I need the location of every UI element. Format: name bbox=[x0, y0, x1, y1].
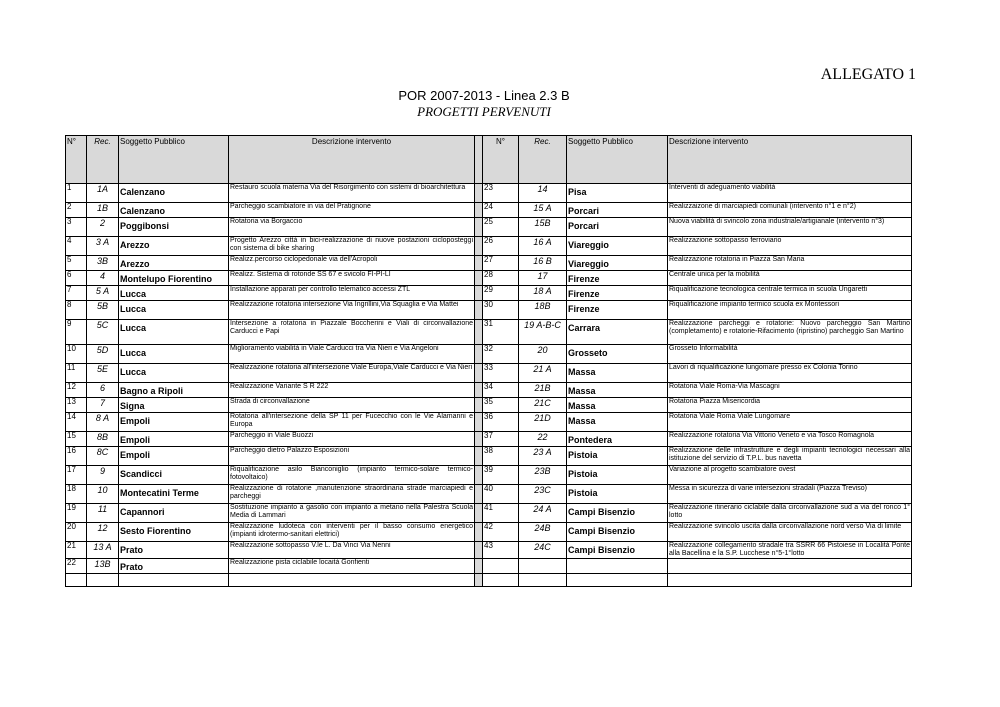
column-separator bbox=[475, 271, 483, 286]
soggetto-pubblico: Arezzo bbox=[119, 237, 229, 256]
descrizione-intervento: Realizzazione svincolo uscita dalla circonvallazione nord verso Via di limite bbox=[668, 523, 912, 542]
rec-code: 3 A bbox=[87, 237, 119, 256]
row-number: 33 bbox=[483, 364, 519, 383]
descrizione-intervento: Rotatoria via Borgaccio bbox=[229, 218, 475, 237]
rec-code: 1A bbox=[87, 184, 119, 203]
rec-code: 9 bbox=[87, 466, 119, 485]
rec-code: 5D bbox=[87, 345, 119, 364]
table-row bbox=[66, 383, 912, 398]
descrizione-intervento: Realizzazione sottopasso V.le L. Da Vinci Via Nenni bbox=[229, 542, 475, 559]
column-separator bbox=[475, 218, 483, 237]
soggetto-pubblico: Lucca bbox=[119, 301, 229, 320]
rec-code: 14 bbox=[519, 184, 567, 203]
header-row bbox=[66, 136, 912, 184]
rec-code: 5E bbox=[87, 364, 119, 383]
row-number: 19 bbox=[66, 504, 87, 523]
column-separator bbox=[475, 398, 483, 413]
descrizione-intervento: Nuova viabilità di svincolo zona industriale/artigianale (intervento n°3) bbox=[668, 218, 912, 237]
soggetto-pubblico: Lucca bbox=[119, 320, 229, 345]
table-row bbox=[66, 345, 912, 364]
rec-code bbox=[87, 574, 119, 587]
soggetto-pubblico: Bagno a Ripoli bbox=[119, 383, 229, 398]
soggetto-pubblico: Massa bbox=[567, 413, 668, 432]
descrizione-intervento: Rotatoria Viale Roma-Via Mascagni bbox=[668, 383, 912, 398]
rec-code: 12 bbox=[87, 523, 119, 542]
column-separator bbox=[475, 301, 483, 320]
col-soggetto-header-right: Soggetto Pubblico bbox=[567, 136, 668, 184]
soggetto-pubblico: Prato bbox=[119, 542, 229, 559]
column-separator bbox=[475, 383, 483, 398]
row-number: 24 bbox=[483, 203, 519, 218]
soggetto-pubblico: Firenze bbox=[567, 271, 668, 286]
column-separator bbox=[475, 413, 483, 432]
descrizione-intervento: Realizzazione pista ciclabile locaità Gonfienti bbox=[229, 559, 475, 574]
column-separator bbox=[475, 466, 483, 485]
table-row bbox=[66, 203, 912, 218]
soggetto-pubblico: Arezzo bbox=[119, 256, 229, 271]
descrizione-intervento: Realizzazione ludoteca con interventi per il basso consumo energetico (impianti idrotermo-sanitari elettrici) bbox=[229, 523, 475, 542]
soggetto-pubblico: Grosseto bbox=[567, 345, 668, 364]
descrizione-intervento: Interventi di adeguamento viabilità bbox=[668, 184, 912, 203]
row-number: 16 bbox=[66, 447, 87, 466]
rec-code: 20 bbox=[519, 345, 567, 364]
soggetto-pubblico: Prato bbox=[119, 559, 229, 574]
table-row bbox=[66, 218, 912, 237]
descrizione-intervento: Intersezione a rotatoria in Piazzale Boccherini e Viali di circonvallazione Carducci e Papi bbox=[229, 320, 475, 345]
column-separator bbox=[475, 136, 483, 184]
row-number: 2 bbox=[66, 203, 87, 218]
soggetto-pubblico: Calenzano bbox=[119, 203, 229, 218]
descrizione-intervento: Parcheggio dietro Palazzo Esposizioni bbox=[229, 447, 475, 466]
soggetto-pubblico: Empoli bbox=[119, 432, 229, 447]
col-n-header: N° bbox=[66, 136, 87, 184]
row-number: 4 bbox=[66, 237, 87, 256]
column-separator bbox=[475, 542, 483, 559]
soggetto-pubblico: Calenzano bbox=[119, 184, 229, 203]
descrizione-intervento: Realizz. Sistema di rotonde SS 67 e svicolo FI-PI-LI bbox=[229, 271, 475, 286]
table-row bbox=[66, 504, 912, 523]
rec-code: 19 A-B-C bbox=[519, 320, 567, 345]
rec-code: 21B bbox=[519, 383, 567, 398]
row-number: 36 bbox=[483, 413, 519, 432]
descrizione-intervento: Realizzazione Variante S R 222 bbox=[229, 383, 475, 398]
rec-code: 6 bbox=[87, 383, 119, 398]
rec-code: 18B bbox=[519, 301, 567, 320]
rec-code: 13 A bbox=[87, 542, 119, 559]
descrizione-intervento: Realizzazione parcheggi e rotatorie: Nuovo parcheggio San Martino (completamento) e rotatorie-Rifacimento (ripristino) parcheggio San Martino bbox=[668, 320, 912, 345]
soggetto-pubblico: Firenze bbox=[567, 286, 668, 301]
descrizione-intervento: Lavori di riqualificazione lungomare presso ex Colonia Torino bbox=[668, 364, 912, 383]
soggetto-pubblico: Empoli bbox=[119, 447, 229, 466]
soggetto-pubblico: Campi Bisenzio bbox=[567, 504, 668, 523]
rec-code: 24 A bbox=[519, 504, 567, 523]
table-row bbox=[66, 542, 912, 559]
rec-code: 23 A bbox=[519, 447, 567, 466]
table-row bbox=[66, 398, 912, 413]
row-number: 8 bbox=[66, 301, 87, 320]
column-separator bbox=[475, 256, 483, 271]
row-number: 37 bbox=[483, 432, 519, 447]
descrizione-intervento: Realizzazione collegamento stradale tra SSRR 66 Pistoiese in Località Ponte alla Bacellina e la S.P. Lucchese n°5-1°lotto bbox=[669, 542, 910, 557]
rec-code: 16 A bbox=[519, 237, 567, 256]
table-row bbox=[66, 286, 912, 301]
row-number: 9 bbox=[66, 320, 87, 345]
row-number: 21 bbox=[66, 542, 87, 559]
col-descrizione-header-right: Descrizione intervento bbox=[668, 136, 912, 184]
column-separator bbox=[475, 364, 483, 383]
rec-code: 16 B bbox=[519, 256, 567, 271]
descrizione-intervento: Grosseto Informabilità bbox=[668, 345, 912, 364]
descrizione-intervento: Realizzazione rotatoria intersezione Via Ingrillini,Via Squaglia e Via Mattei bbox=[229, 301, 475, 320]
soggetto-pubblico: Poggibonsi bbox=[119, 218, 229, 237]
rec-code: 4 bbox=[87, 271, 119, 286]
soggetto-pubblico: Pistoia bbox=[567, 466, 668, 485]
rec-code bbox=[519, 559, 567, 574]
descrizione-intervento: Realizzazione rotatoria Via Vittorio Veneto e via Tosco Romagnola bbox=[668, 432, 912, 447]
row-number: 28 bbox=[483, 271, 519, 286]
soggetto-pubblico: Porcari bbox=[567, 203, 668, 218]
table-row bbox=[66, 271, 912, 286]
soggetto-pubblico: Pistoia bbox=[567, 485, 668, 504]
soggetto-pubblico bbox=[567, 559, 668, 574]
soggetto-pubblico: Lucca bbox=[119, 286, 229, 301]
soggetto-pubblico: Scandicci bbox=[119, 466, 229, 485]
descrizione-intervento: Strada di circonvallazione bbox=[229, 398, 475, 413]
row-number: 7 bbox=[66, 286, 87, 301]
soggetto-pubblico: Pistoia bbox=[567, 447, 668, 466]
table-row bbox=[66, 237, 912, 256]
rec-code: 21C bbox=[519, 398, 567, 413]
rec-code: 23C bbox=[519, 485, 567, 504]
row-number: 34 bbox=[483, 383, 519, 398]
soggetto-pubblico: Lucca bbox=[119, 364, 229, 383]
descrizione-intervento: Centrale unica per la mobilità bbox=[668, 271, 912, 286]
row-number: 43 bbox=[483, 542, 519, 559]
row-number: 31 bbox=[483, 320, 519, 345]
soggetto-pubblico: Viareggio bbox=[567, 256, 668, 271]
rec-code: 22 bbox=[519, 432, 567, 447]
soggetto-pubblico: Massa bbox=[567, 383, 668, 398]
row-number: 13 bbox=[66, 398, 87, 413]
descrizione-intervento: Messa in sicurezza di varie intersezioni stradali (Piazza Treviso) bbox=[668, 485, 912, 504]
rec-code: 15 A bbox=[519, 203, 567, 218]
row-number: 6 bbox=[66, 271, 87, 286]
row-number: 32 bbox=[483, 345, 519, 364]
soggetto-pubblico: Montelupo Fiorentino bbox=[119, 271, 229, 286]
row-number: 3 bbox=[66, 218, 87, 237]
descrizione-intervento: Riqualificazione asilo Bianconiglio (impianto termico-solare termico-fotovoltaico) bbox=[229, 466, 475, 485]
column-separator bbox=[475, 559, 483, 574]
row-number: 22 bbox=[66, 559, 87, 574]
row-number: 30 bbox=[483, 301, 519, 320]
row-number: 18 bbox=[66, 485, 87, 504]
soggetto-pubblico: Empoli bbox=[119, 413, 229, 432]
column-separator bbox=[475, 237, 483, 256]
soggetto-pubblico: Capannori bbox=[119, 504, 229, 523]
descrizione-intervento: Realizzazione itinerario ciclabile dalla circonvallazione sud a via del ronco 1° lotto bbox=[668, 504, 912, 523]
rec-code: 7 bbox=[87, 398, 119, 413]
column-separator bbox=[475, 286, 483, 301]
rec-code: 24C bbox=[519, 542, 567, 559]
column-separator bbox=[475, 504, 483, 523]
soggetto-pubblico: Massa bbox=[567, 398, 668, 413]
rec-code: 8B bbox=[87, 432, 119, 447]
table-row bbox=[66, 256, 912, 271]
table-row bbox=[66, 466, 912, 485]
descrizione-intervento: Parcheggio in Viale Buozzi bbox=[229, 432, 475, 447]
descrizione-intervento: Sostituzione impianto a gasolio con impianto a metano nella Palestra Scuola Media di Lammari bbox=[229, 504, 475, 523]
row-number bbox=[483, 574, 519, 587]
projects-table bbox=[65, 135, 912, 587]
soggetto-pubblico bbox=[119, 574, 229, 587]
row-number bbox=[66, 574, 87, 587]
row-number: 14 bbox=[66, 413, 87, 432]
soggetto-pubblico: Pontedera bbox=[567, 432, 668, 447]
soggetto-pubblico: Viareggio bbox=[567, 237, 668, 256]
rec-code bbox=[519, 574, 567, 587]
rec-code: 10 bbox=[87, 485, 119, 504]
rec-code: 8 A bbox=[87, 413, 119, 432]
rec-code: 11 bbox=[87, 504, 119, 523]
descrizione-intervento: Miglioramento viabilità in Viale Carducci tra Via Nieri e Via Angeloni bbox=[229, 345, 475, 364]
rec-code: 5B bbox=[87, 301, 119, 320]
document-subtitle: PROGETTI PERVENUTI bbox=[417, 104, 551, 119]
soggetto-pubblico: Campi Bisenzio bbox=[567, 542, 668, 559]
descrizione-intervento: Rotatoria Viale Roma Viale Lungomare bbox=[668, 413, 912, 432]
row-number: 12 bbox=[66, 383, 87, 398]
descrizione-intervento: Riqualificazione tecnologica centrale termica in scuola Ungaretti bbox=[668, 286, 912, 301]
col-n-header-right: N° bbox=[483, 136, 519, 184]
descrizione-intervento: Riqualificazione impianto termico scuola ex Montessori bbox=[668, 301, 912, 320]
row-number: 25 bbox=[483, 218, 519, 237]
descrizione-intervento: Realizzazione rotatoria all'intersezione Viale Europa,Viale Carducci e Via Nieri bbox=[229, 364, 475, 383]
row-number: 26 bbox=[483, 237, 519, 256]
descrizione-intervento: Realizzazione rotatoria in Piazza San Maria bbox=[668, 256, 912, 271]
row-number bbox=[483, 559, 519, 574]
descrizione-intervento: Installazione apparati per controllo telematico accessi ZTL bbox=[229, 286, 475, 301]
document-title: POR 2007-2013 - Linea 2.3 B bbox=[398, 88, 570, 103]
col-descrizione-header: Descrizione intervento bbox=[229, 136, 475, 184]
descrizione-intervento: Rotatoria all'intersezione della SP 11 per Fucecchio con le Vie Alamanni e Europa bbox=[229, 413, 475, 432]
row-number: 5 bbox=[66, 256, 87, 271]
descrizione-intervento: Variazione al progetto scambiatore ovest bbox=[668, 466, 912, 485]
row-number: 40 bbox=[483, 485, 519, 504]
soggetto-pubblico: Carrara bbox=[567, 320, 668, 345]
table-row bbox=[66, 320, 912, 345]
rec-code: 24B bbox=[519, 523, 567, 542]
rec-code: 5C bbox=[87, 320, 119, 345]
column-separator bbox=[475, 574, 483, 587]
row-number: 11 bbox=[66, 364, 87, 383]
col-rec-header: Rec. bbox=[87, 136, 119, 184]
row-number: 17 bbox=[66, 466, 87, 485]
row-number: 38 bbox=[483, 447, 519, 466]
table-row bbox=[66, 574, 912, 587]
soggetto-pubblico: Sesto Fiorentino bbox=[119, 523, 229, 542]
col-soggetto-header: Soggetto Pubblico bbox=[119, 136, 229, 184]
rec-code: 23B bbox=[519, 466, 567, 485]
row-number: 23 bbox=[483, 184, 519, 203]
descrizione-intervento bbox=[668, 559, 912, 574]
soggetto-pubblico: Campi Bisenzio bbox=[567, 523, 668, 542]
descrizione-intervento: Realizzazione sottopasso ferroviario bbox=[668, 237, 912, 256]
column-separator bbox=[475, 203, 483, 218]
row-number: 41 bbox=[483, 504, 519, 523]
descrizione-intervento: Progetto Arezzo città in bici-realizzazione di nuove postazioni cicloposteggi con sistema di bike sharing bbox=[229, 237, 475, 256]
soggetto-pubblico: Pisa bbox=[567, 184, 668, 203]
row-number: 15 bbox=[66, 432, 87, 447]
row-number: 35 bbox=[483, 398, 519, 413]
row-number: 27 bbox=[483, 256, 519, 271]
table-row bbox=[66, 301, 912, 320]
rec-code: 13B bbox=[87, 559, 119, 574]
column-separator bbox=[475, 523, 483, 542]
table-row bbox=[66, 485, 912, 504]
soggetto-pubblico: Firenze bbox=[567, 301, 668, 320]
soggetto-pubblico: Montecatini Terme bbox=[119, 485, 229, 504]
descrizione-intervento bbox=[668, 574, 912, 587]
column-separator bbox=[475, 345, 483, 364]
rec-code: 21 A bbox=[519, 364, 567, 383]
rec-code: 18 A bbox=[519, 286, 567, 301]
col-rec-header-right: Rec. bbox=[519, 136, 567, 184]
soggetto-pubblico: Lucca bbox=[119, 345, 229, 364]
row-number: 42 bbox=[483, 523, 519, 542]
soggetto-pubblico: Signa bbox=[119, 398, 229, 413]
table-row bbox=[66, 523, 912, 542]
descrizione-intervento bbox=[229, 574, 475, 587]
soggetto-pubblico bbox=[567, 574, 668, 587]
column-separator bbox=[475, 485, 483, 504]
rec-code: 3B bbox=[87, 256, 119, 271]
rec-code: 5 A bbox=[87, 286, 119, 301]
row-number: 39 bbox=[483, 466, 519, 485]
descrizione-intervento: Realizzazione di rotatorie ,manutenzione straordinaria strade marciapiedi e parcheggi bbox=[229, 485, 475, 504]
descrizione-intervento: Rotatoria Piazza Misericordia bbox=[668, 398, 912, 413]
rec-code: 8C bbox=[87, 447, 119, 466]
table-row bbox=[66, 184, 912, 203]
row-number: 1 bbox=[66, 184, 87, 203]
rec-code: 21D bbox=[519, 413, 567, 432]
rec-code: 15B bbox=[519, 218, 567, 237]
table-row bbox=[66, 432, 912, 447]
column-separator bbox=[475, 320, 483, 345]
table-row bbox=[66, 413, 912, 432]
table-row bbox=[66, 559, 912, 574]
descrizione-intervento: Parcheggio scambiatore in via del Pratignone bbox=[229, 203, 475, 218]
table-row bbox=[66, 364, 912, 383]
row-number: 10 bbox=[66, 345, 87, 364]
row-number: 20 bbox=[66, 523, 87, 542]
rec-code: 2 bbox=[87, 218, 119, 237]
column-separator bbox=[475, 184, 483, 203]
descrizione-intervento: Realizz.percorso ciclopedonale via dell'Acropoli bbox=[229, 256, 475, 271]
column-separator bbox=[475, 447, 483, 466]
row-number: 29 bbox=[483, 286, 519, 301]
allegato-label: ALLEGATO 1 bbox=[820, 66, 916, 83]
soggetto-pubblico: Massa bbox=[567, 364, 668, 383]
column-separator bbox=[475, 432, 483, 447]
table-row bbox=[66, 447, 912, 466]
rec-code: 1B bbox=[87, 203, 119, 218]
descrizione-intervento: Realizzazione delle infrastrutture e degli impianti tecnologici necessari alla istituzione del servizio di T.P.L. bus navetta bbox=[668, 447, 912, 466]
rec-code: 17 bbox=[519, 271, 567, 286]
descrizione-intervento: Realizzaizone di marciapiedi comunali (intervento n°1 e n°2) bbox=[668, 203, 912, 218]
soggetto-pubblico: Porcari bbox=[567, 218, 668, 237]
descrizione-intervento: Restauro scuola materna Via del Risorgimento con sistemi di bioarchitettura bbox=[229, 184, 475, 203]
